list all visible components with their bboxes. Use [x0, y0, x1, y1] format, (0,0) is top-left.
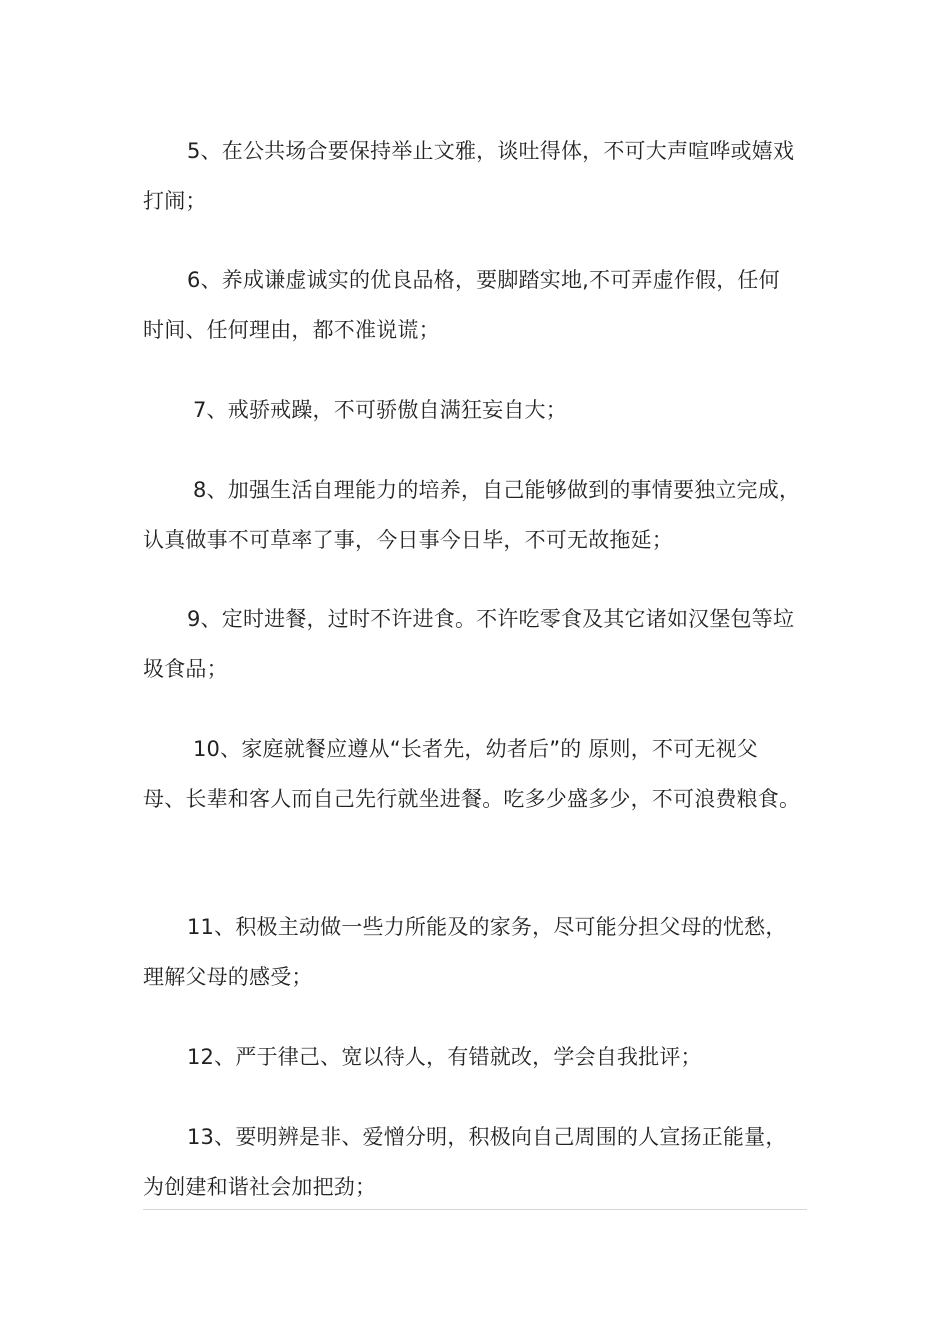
rule-item-9-line-2: 圾食品； — [143, 657, 228, 681]
rule-item-7 — [143, 385, 808, 435]
rule-item-9 — [143, 594, 808, 694]
rule-item-13-line-2: 为创建和谐社会加把劲； — [143, 1175, 377, 1199]
rule-item-5 — [143, 126, 808, 226]
rule-item-6-line-2: 时间、任何理由，都不准说谎； — [143, 318, 440, 342]
rule-item-5-line-2: 打闹； — [143, 189, 207, 213]
rule-item-8-line-2: 认真做事不可草率了事，今日事今日毕，不可无故拖延； — [143, 528, 673, 552]
bottom-divider — [143, 1209, 807, 1210]
rule-item-8 — [143, 465, 808, 565]
rule-item-8-line-1: 8、加强生活自理能力的培养，自己能够做到的事情要独立完成， — [193, 478, 801, 502]
rule-item-7-line-1: 7、戒骄戒躁，不可骄傲自满狂妄自大； — [193, 398, 567, 422]
rule-item-10-line-1: 10、家庭就餐应遵从“长者先，幼者后”的 原则，不可无视父 — [193, 737, 758, 761]
rule-item-5-line-1: 5、在公共场合要保持举止文雅，谈吐得体，不可大声喧哗或嬉戏 — [187, 139, 795, 163]
rule-item-9-line-1: 9、定时进餐，过时不许进食。不许吃零食及其它诸如汉堡包等垃 — [187, 607, 795, 631]
rule-item-12-line-1: 12、严于律己、宽以待人，有错就改，学会自我批评； — [187, 1045, 702, 1069]
rule-item-10 — [143, 724, 808, 824]
rule-item-6-line-1: 6、养成谦虚诚实的优良品格，要脚踏实地,不可弄虚作假，任何 — [187, 268, 780, 292]
rule-item-11-line-1: 11、积极主动做一些力所能及的家务，尽可能分担父母的忧愁， — [187, 915, 787, 939]
rule-item-13-line-1: 13、要明辨是非、爱憎分明，积极向自己周围的人宣扬正能量， — [187, 1125, 787, 1149]
rule-item-13 — [143, 1112, 808, 1212]
rule-item-10-line-2: 母、长辈和客人而自己先行就坐进餐。吃多少盛多少，不可浪费粮食。 — [143, 787, 801, 811]
rule-item-11-line-2: 理解父母的感受； — [143, 965, 313, 989]
rule-item-12 — [143, 1032, 808, 1082]
rule-item-6 — [143, 255, 808, 355]
rule-item-11 — [143, 902, 808, 1002]
